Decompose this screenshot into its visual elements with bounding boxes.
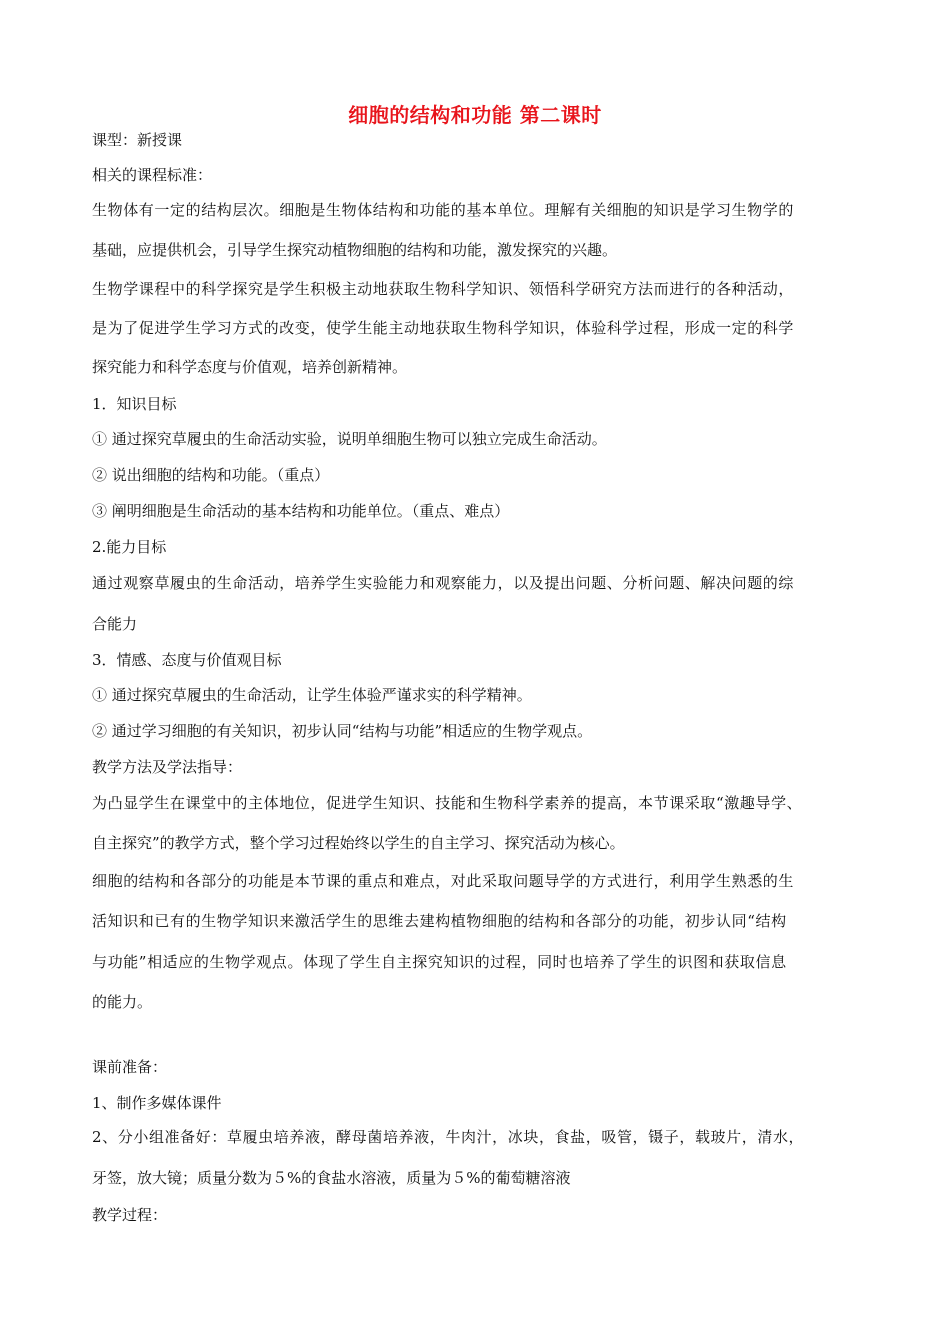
method-heading: 教学方法及学法指导： [92,758,243,776]
standards-paragraph-2-line: 生物学课程中的科学探究是学生积极主动地获取生物科学知识、领悟科学研究方法而进行的各种活动， [92,280,795,298]
standards-paragraph-2-line: 探究能力和科学态度与价值观，培养创新精神。 [92,358,408,376]
knowledge-goal-item: ① 通过探究草履虫的生命活动实验，说明单细胞生物可以独立完成生命活动。 [92,430,607,448]
standards-paragraph-1-line: 基础，应提供机会，引导学生探究动植物细胞的结构和功能，激发探究的兴趣。 [92,241,618,259]
attitude-goal-heading: 3．情感、态度与价值观目标 [92,651,282,669]
standards-heading: 相关的课程标准： [92,166,213,184]
standards-paragraph-1-line: 生物体有一定的结构层次。细胞是生物体结构和功能的基本单位。理解有关细胞的知识是学习生物学的 [92,201,795,219]
method-paragraph-1-line: 为凸显学生在课堂中的主体地位，促进学生知识、技能和生物科学素养的提高，本节课采取“激趣导学、 [92,794,803,812]
preparation-item: 1、制作多媒体课件 [92,1094,222,1112]
method-paragraph-2-line: 活知识和已有的生物学知识来激活学生的思维去建构植物细胞的结构和各部分的功能，初步认同“结构 [92,912,787,930]
preparation-heading: 课前准备： [92,1058,168,1076]
ability-goal-text-line: 通过观察草履虫的生命活动，培养学生实验能力和观察能力，以及提出问题、分析问题、解决问题的综 [92,574,795,592]
process-heading: 教学过程： [92,1206,168,1224]
knowledge-goal-heading: 1．知识目标 [92,395,177,413]
ability-goal-text-line: 合能力 [92,615,138,633]
preparation-item: 牙签，放大镜；质量分数为５%的食盐水溶液，质量为５%的葡萄糖溶液 [92,1169,571,1187]
page-title: 细胞的结构和功能 第二课时 [348,103,602,127]
lesson-type: 课型：新授课 [92,131,183,149]
ability-goal-heading: 2.能力目标 [92,538,167,556]
attitude-goal-item: ① 通过探究草履虫的生命活动，让学生体验严谨求实的科学精神。 [92,686,532,704]
method-paragraph-2-line: 细胞的结构和各部分的功能是本节课的重点和难点，对此采取问题导学的方式进行，利用学生熟悉的生 [92,872,795,890]
attitude-goal-item: ② 通过学习细胞的有关知识，初步认同“结构与功能”相适应的生物学观点。 [92,722,593,740]
method-paragraph-2-line: 与功能”相适应的生物学观点。体现了学生自主探究知识的过程，同时也培养了学生的识图和获取信息 [92,953,787,971]
standards-paragraph-2-line: 是为了促进学生学习方式的改变，使学生能主动地获取生物科学知识，体验科学过程，形成一定的科学 [92,319,795,337]
method-paragraph-1-line: 自主探究”的教学方式，整个学习过程始终以学生的自主学习、探究活动为核心。 [92,834,625,852]
knowledge-goal-item: ② 说出细胞的结构和功能。（重点） [92,466,330,484]
method-paragraph-2-line: 的能力。 [92,993,153,1011]
preparation-item: 2、分小组准备好：草履虫培养液，酵母菌培养液，牛肉汁，冰块，食盐，吸管，镊子，载玻片，清水， [92,1128,805,1146]
knowledge-goal-item: ③ 阐明细胞是生命活动的基本结构和功能单位。（重点、难点） [92,502,510,520]
